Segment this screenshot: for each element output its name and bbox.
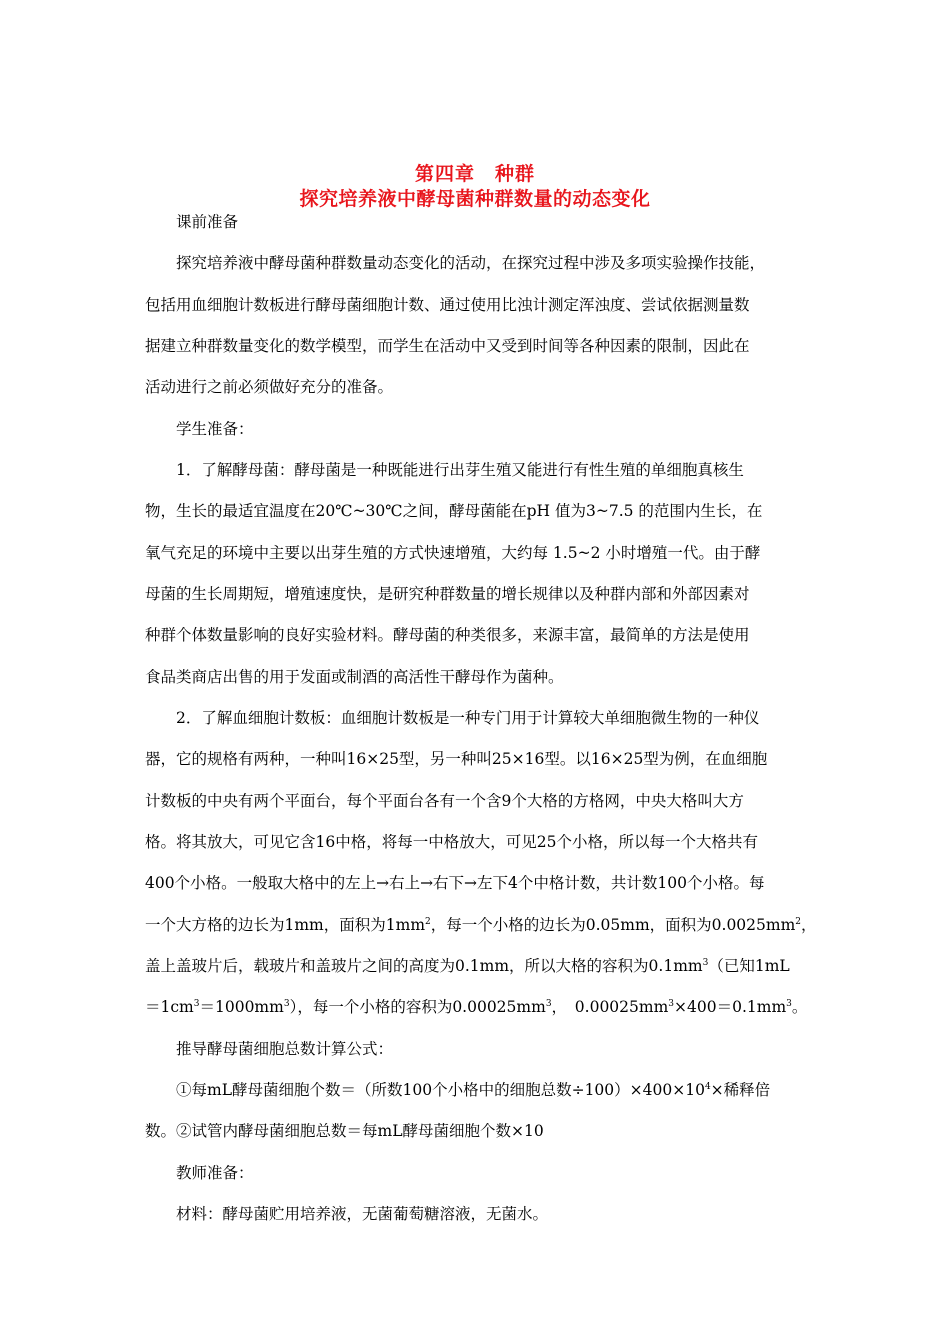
section-heading: 课前准备	[176, 213, 239, 231]
page-title: 探究培养液中酵母菌种群数量的动态变化	[299, 188, 651, 210]
paragraph-line: 材料：酵母菌贮用培养液，无菌葡萄糖溶液，无菌水。	[176, 1205, 549, 1223]
paragraph-line: 食品类商店出售的用于发面或制酒的高活性干酵母作为菌种。	[145, 668, 564, 686]
paragraph-line: 物，生长的最适宜温度在20℃~30℃之间，酵母菌能在pH 值为3~7.5 的范围内生长，在	[145, 502, 763, 520]
paragraph-line: 种群个体数量影响的良好实验材料。酵母菌的种类很多，来源丰富，最简单的方法是使用	[145, 626, 750, 644]
paragraph-line: 器，它的规格有两种，一种叫16×25型，另一种叫25×16型。以16×25型为例，在血细胞	[145, 750, 768, 768]
paragraph-line: 计数板的中央有两个平面台，每个平面台各有一个含9个大格的方格网，中央大格叫大方	[145, 792, 744, 810]
paragraph-line: 格。将其放大，可见它含16中格，将每一中格放大，可见25个小格，所以每一个大格共有	[145, 833, 758, 851]
formula-line: ①每mL酵母菌细胞个数＝（所数100个小格中的细胞总数$\div 100)\times 400\times 10^4\times$稀释倍	[176, 1081, 771, 1099]
paragraph-line: 活动进行之前必须做好充分的准备。	[145, 378, 394, 396]
paragraph-line: 400个小格。一般取大格中的左上→右上→右下→左下4个中格计数，共计数100个小格。每	[145, 874, 765, 892]
paragraph-line: 一个大方格的边长为1mm，面积为$1mm^2$，每一个小格的边长为0.05mm，面积为$0.0025mm^2$，	[145, 916, 817, 934]
formula-line: 数。②试管内酵母菌细胞总数＝每mL酵母菌细胞个数×10	[145, 1122, 544, 1140]
paragraph-line: 1．了解酵母菌：酵母菌是一种既能进行出芽生殖又能进行有性生殖的单细胞真核生	[176, 461, 744, 479]
paragraph-line: 氧气充足的环境中主要以出芽生殖的方式快速增殖，大约每 1.5~2 小时增殖一代。由于酵	[145, 544, 761, 562]
paragraph-line: 包括用血细胞计数板进行酵母菌细胞计数、通过使用比浊计测定浑浊度、尝试依据测量数	[145, 296, 750, 314]
paragraph-line: 据建立种群数量变化的数学模型，而学生在活动中又受到时间等各种因素的限制，因此在	[145, 337, 750, 355]
paragraph-line: 2．了解血细胞计数板：血细胞计数板是一种专门用于计算较大单细胞微生物的一种仪	[176, 709, 760, 727]
paragraph-line: 盖上盖玻片后，载玻片和盖玻片之间的高度为0.1mm，所以大格的容积为$0.1mm^3$（已知1mL	[145, 957, 790, 975]
section-heading: 推导酵母菌细胞总数计算公式：	[176, 1040, 394, 1058]
section-heading: 教师准备：	[176, 1164, 254, 1182]
paragraph-line: 探究培养液中酵母菌种群数量动态变化的活动，在探究过程中涉及多项实验操作技能，	[176, 254, 766, 272]
section-heading: 学生准备：	[176, 420, 254, 438]
chapter-title: 第四章 种群	[414, 163, 535, 185]
paragraph-line: $=1cm^3=1000mm^3$），每一个小格的容积为$0.00025mm^3$， $0.00025mm^3\times 400=0.1mm^3$。	[145, 998, 808, 1016]
paragraph-line: 母菌的生长周期短，增殖速度快，是研究种群数量的增长规律以及种群内部和外部因素对	[145, 585, 750, 603]
